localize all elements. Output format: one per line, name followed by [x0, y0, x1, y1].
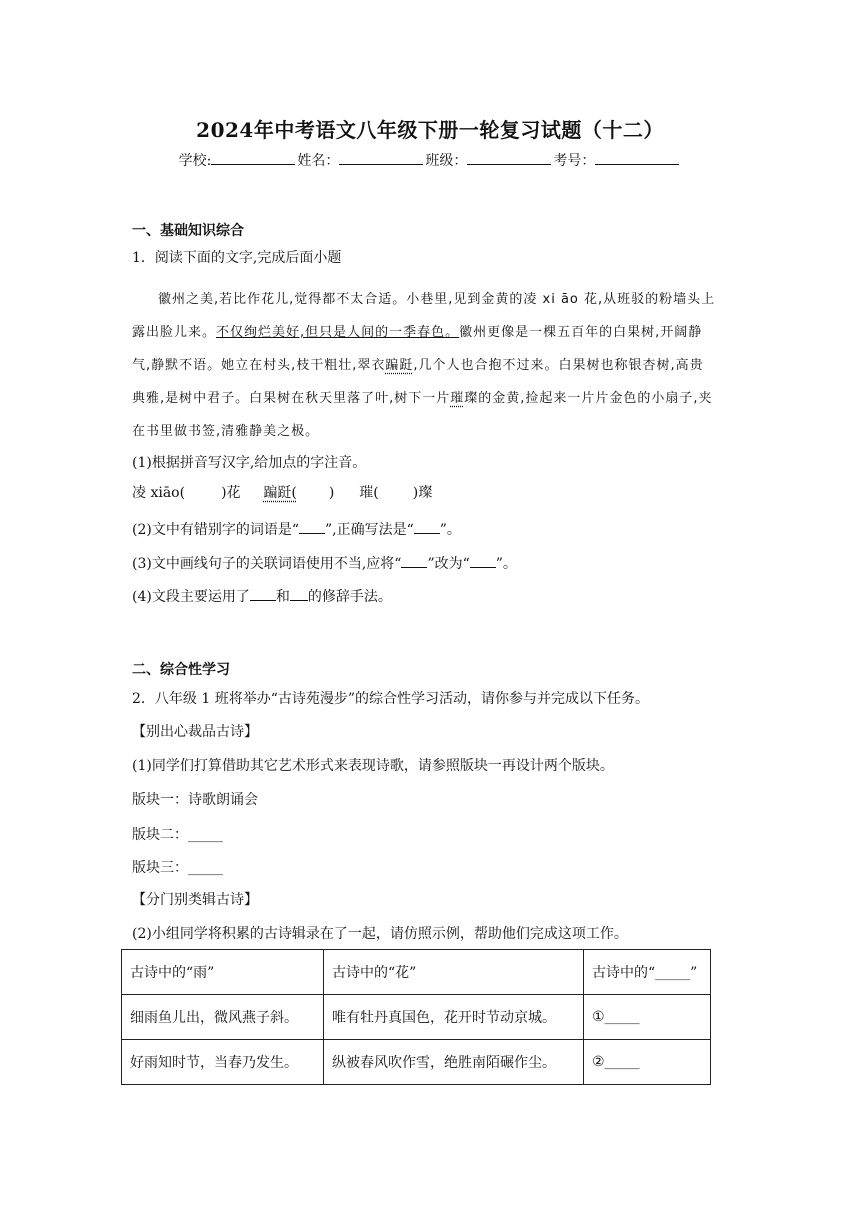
passage-part-3: ,几个人也合抱不过来。白果树也称银杏树,高贵典雅,是树中君子。白果树在秋天里落了叶,树下一片	[132, 358, 704, 406]
table-cell: 唯有牡丹真国色，花开时节动京城。	[324, 995, 584, 1040]
student-info-line	[0, 150, 860, 170]
question-2-stem: 2．八年级 1 班将举办“古诗苑漫步”的综合性学习活动，请你参与并完成以下任务。	[132, 691, 650, 707]
item-c-close: )璨	[412, 485, 433, 501]
school-label: 学校:	[178, 153, 212, 169]
q1-4-blank-2[interactable]	[290, 588, 308, 601]
table-header-row	[122, 950, 711, 995]
question-1-1: (1)根据拼音写汉字,给加点的字注音。	[132, 455, 367, 471]
header-flower: 古诗中的“花”	[324, 950, 584, 995]
passage-part-2: 徽州更像是一棵五百年的白果树,开阔静气,静默不语。她立在村头,枝干粗壮,翠衣	[132, 325, 703, 373]
task-2-title: 【分门别类辑古诗】	[132, 892, 258, 908]
table-cell: 纵被春风吹作雪，绝胜南陌碾作尘。	[324, 1040, 584, 1085]
task-1-question: (1)同学们打算借助其它艺术形式来表现诗歌，请参照版块一再设计两个版块。	[132, 758, 614, 774]
table-cell: 好雨知时节，当春乃发生。	[122, 1040, 324, 1085]
passage-part-4: 璨的金黄,捡起来一片片金色的小扇子,夹在书里做书签,清雅静美之极。	[132, 391, 713, 439]
block-3[interactable]: 版块三：_____	[132, 860, 223, 876]
poem-table	[121, 949, 711, 1085]
q1-2-text-1: (2)文中有错别字的词语是“	[132, 522, 299, 538]
q1-4-blank-1[interactable]	[250, 588, 276, 601]
item-b-close: )	[328, 485, 335, 501]
underlined-sentence: 不仅绚烂美好,但只是人间的一季春色。	[216, 325, 460, 340]
class-blank[interactable]	[467, 152, 551, 165]
q1-3-text-2: ”改为“	[427, 556, 470, 572]
q1-4-text-1: (4)文段主要运用了	[132, 589, 250, 605]
q1-4-text-3: 的修辞手法。	[307, 589, 392, 605]
item-a-close: )花	[221, 485, 241, 501]
question-1-2	[132, 519, 461, 539]
q1-4-text-2: 和	[275, 589, 290, 605]
name-blank[interactable]	[339, 152, 423, 165]
task-2-question: (2)小组同学将积累的古诗辑录在了一起，请仿照示例，帮助他们完成这项工作。	[132, 926, 628, 942]
table-row	[122, 995, 711, 1040]
header-rain: 古诗中的“雨”	[122, 950, 324, 995]
q1-2-blank-2[interactable]	[414, 521, 440, 534]
block-2[interactable]: 版块二：_____	[132, 827, 223, 843]
class-label: 班级：	[425, 153, 468, 169]
block-1: 版块一：诗歌朗诵会	[132, 792, 258, 808]
q1-2-text-2: ”,正确写法是“	[325, 522, 414, 538]
q1-2-blank-1[interactable]	[299, 521, 325, 534]
exam-no-label: 考号：	[553, 153, 596, 169]
table-row	[122, 1040, 711, 1085]
q1-2-text-3: ”。	[439, 522, 461, 538]
q1-3-text-3: ”。	[495, 556, 517, 572]
section-1-heading: 一、基础知识综合	[132, 223, 244, 239]
passage-part-1: 徽州之美,若比作花儿,觉得都不太合适。小巷里,见到金黄的凌 xi āo 花,从班驳的粉墙头上露出脸儿来。	[132, 292, 716, 340]
name-label: 姓名：	[297, 153, 340, 169]
question-1-4	[132, 586, 392, 606]
dotted-word-pianxian: 蹁跹	[385, 358, 414, 373]
header-blank-theme[interactable]: 古诗中的“_____”	[584, 950, 711, 995]
item-a-open: 凌 xiāo(	[132, 485, 186, 501]
question-1-stem: 1．阅读下面的文字,完成后面小题	[132, 250, 342, 266]
question-1-3	[132, 553, 517, 573]
exam-no-blank[interactable]	[595, 152, 679, 165]
item-c-open: 璀(	[359, 485, 379, 501]
document-title: 2024年中考语文八年级下册一轮复习试题（十二）	[196, 118, 664, 142]
item-b-open: 蹁跹(	[263, 485, 297, 501]
reading-passage	[132, 283, 716, 448]
answer-cell-1[interactable]: ①_____	[584, 995, 711, 1040]
q1-3-blank-2[interactable]	[470, 555, 496, 568]
task-1-title: 【别出心裁品古诗】	[132, 724, 258, 740]
section-2-heading: 二、综合性学习	[132, 662, 230, 678]
answer-cell-2[interactable]: ②_____	[584, 1040, 711, 1085]
q1-3-text-1: (3)文中画线句子的关联词语使用不当,应将“	[132, 556, 402, 572]
dotted-char-cui: 璀	[450, 391, 465, 406]
question-1-1-answers	[132, 482, 432, 502]
table-cell: 细雨鱼儿出，微风燕子斜。	[122, 995, 324, 1040]
school-blank[interactable]	[211, 152, 295, 165]
q1-3-blank-1[interactable]	[401, 555, 427, 568]
